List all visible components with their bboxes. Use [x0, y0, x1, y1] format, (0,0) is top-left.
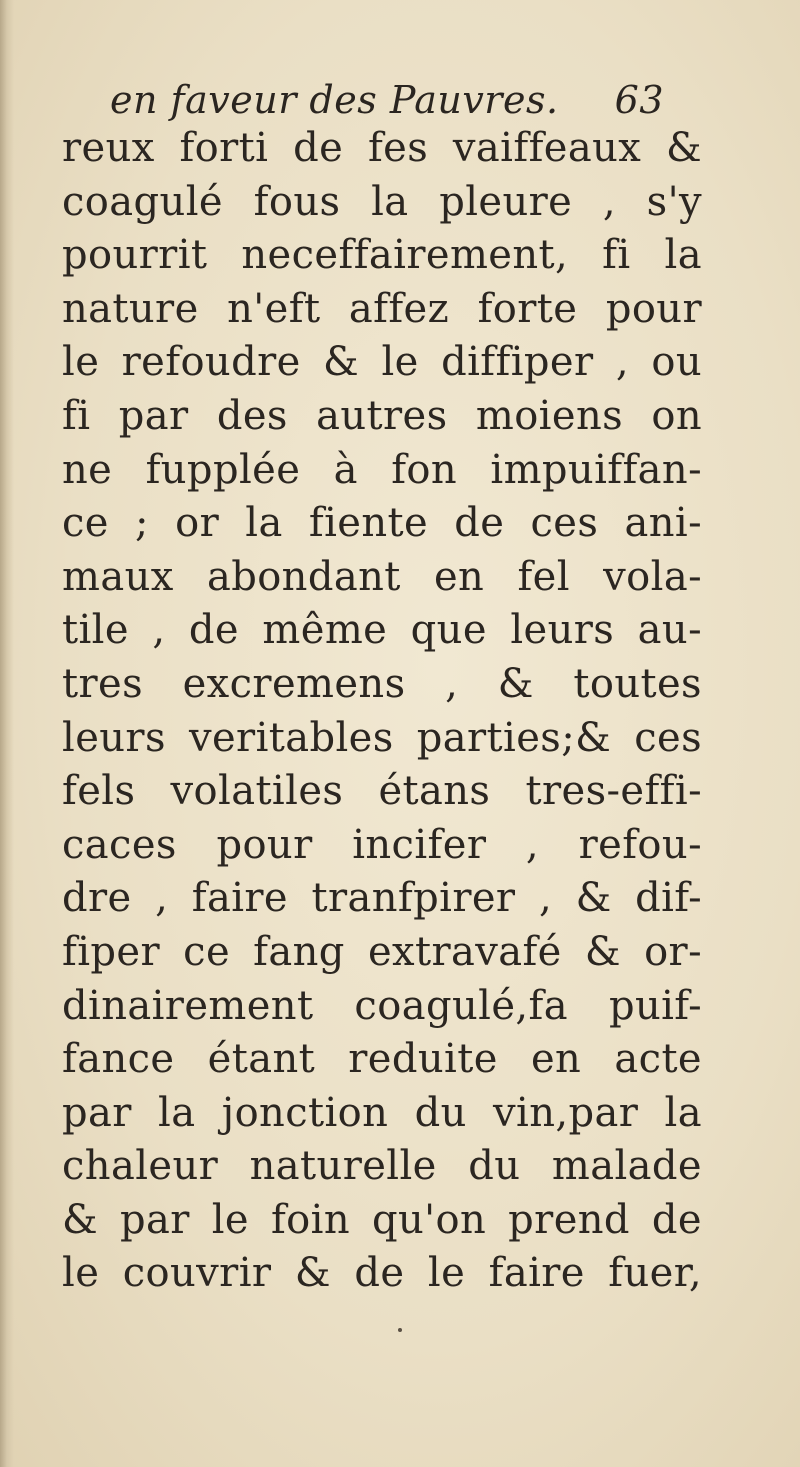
page-gutter-shadow [0, 0, 14, 1467]
text-line: fiper ce fang extravafé & or- [62, 928, 702, 975]
text-line: dinairement coagulé,fa puif- [62, 982, 702, 1029]
text-line: tres excremens , & toutes [62, 660, 702, 707]
text-line: fels volatiles étans tres-effi- [62, 768, 702, 815]
text-line: coagulé fous la pleure , s'y [62, 178, 702, 225]
text-line: le couvrir & de le faire fuer, [62, 1250, 702, 1297]
text-line: leurs veritables parties;& ces [62, 714, 702, 761]
text-line: ne fupplée à fon impuiffan- [62, 446, 702, 493]
text-line: dre , faire tranfpirer , & dif- [62, 875, 702, 922]
running-title: en faveur des Pauvres. [110, 78, 559, 122]
running-header [110, 70, 670, 130]
text-line: nature n'eft affez forte pour [62, 285, 702, 332]
ink-speck [398, 1328, 402, 1332]
text-line: fance étant reduite en acte [62, 1036, 702, 1083]
text-line: par la jonction du vin,par la [62, 1089, 702, 1136]
text-line: caces pour incifer , refou- [62, 821, 702, 868]
text-line: reux forti de fes vaiffeaux & [62, 125, 702, 171]
body-text [62, 122, 702, 1301]
text-line: fi par des autres moiens on [62, 392, 702, 439]
text-line: le refoudre & le diffiper , ou [62, 339, 702, 386]
text-line: tile , de même que leurs au- [62, 607, 702, 654]
text-line: chaleur naturelle du malade [62, 1143, 702, 1190]
page-number: 63 [614, 78, 664, 122]
text-line: pourrit neceffairement, fi la [62, 232, 702, 279]
text-line: & par le foin qu'on prend de [62, 1196, 702, 1243]
text-line: maux abondant en fel vola- [62, 553, 702, 600]
text-line: ce ; or la fiente de ces ani- [62, 500, 702, 547]
